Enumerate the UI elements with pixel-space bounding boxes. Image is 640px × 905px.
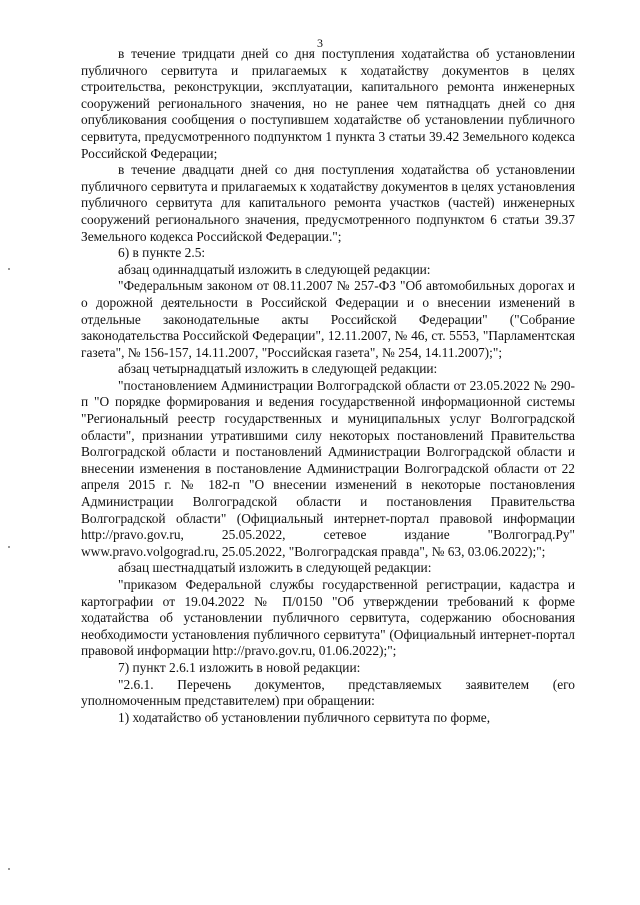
scan-margin-mark (8, 546, 10, 548)
paragraph-deadline-thirty-days: в течение тридцати дней со дня поступления ходатайства об установлении публичного сервитута и прилагаемых к ходатайству документов в целях строительства, реконструкции, эксплуатации, капитального ремонта инженерных сооружений регионального значения, но не ранее чем пятнадцать дней со дня опубликования сообщения о поступившем ходатайстве об установлении публичного сервитута, предусмотренного подпунктом 1 пункта 3 статьи 39.42 Земельного кодекса Российской Федерации; (81, 46, 575, 161)
paragraph-document-list: "2.6.1. Перечень документов, представляемых заявителем (его уполномоченным представителем) при обращении: (81, 676, 575, 709)
paragraph-deadline-twenty-days: в течение двадцати дней со дня поступления ходатайства об установлении публичного сервитута и прилагаемых к ходатайству документов в целях установления публичного сервитута для капитального ремонта участков (частей) инженерных сооружений регионального значения, предусмотренного подпунктом 6 статьи 39.37 Земельного кодекса Российской Федерации."; (81, 162, 575, 244)
paragraph-list-item-1: 1) ходатайство об установлении публичного сервитута по форме, (118, 709, 491, 725)
document-body (81, 46, 575, 726)
paragraph-federal-law-quote: "Федеральным законом от 08.11.2007 № 257-ФЗ "Об автомобильных дорогах и о дорожной деятельности в Российской Федерации и о внесении изменений в отдельные законодательные акты Российской Федерации" ("Собрание законодательства Российской Федерации", 12.11.2007, № 46, ст. 5553, "Парламентская газета", № 156-157, 14.11.2007, "Российская газета", № 254, 14.11.2007);"; (81, 278, 575, 360)
paragraph-resolution-quote: "постановлением Администрации Волгоградской области от 23.05.2022 № 290-п "О порядке формирования и ведения государственной информационной системы "Региональный реестр государственных и муниципальных услуг Волгоградской области", признании утратившими силу некоторых постановлений Правительства Волгоградской области и постановлений Администрации Волгоградской области и внесении изменения в постановление Администрации Волгоградской области от 22 апреля 2015 г. № 182-п "О внесении изменений в некоторые постановления Администрации Волгоградской области и постановления Правительства Волгоградской области" (Официальный интернет-портал правовой информации http://pravo.gov.ru, 25.05.2022, сетевое издание "Волгоград.Ру" www.pravo.volgograd.ru, 25.05.2022, "Волгоградская правда", № 63, 03.06.2022);"; (81, 377, 575, 559)
page-number: 3 (317, 36, 323, 50)
scan-margin-mark (8, 268, 10, 270)
paragraph-order-quote: "приказом Федеральной службы государственной регистрации, кадастра и картографии от 19.04.2022 № П/0150 "Об утверждении требований к форме ходатайства об установлении публичного сервитута, содержанию обоснования необходимости установления публичного сервитута" (Официальный интернет-портал правовой информации http://pravo.gov.ru, 01.06.2022);"; (81, 577, 575, 659)
paragraph-sixteenth-clause-heading: абзац шестнадцатый изложить в следующей редакции: (118, 560, 432, 576)
scan-margin-mark (8, 868, 10, 870)
paragraph-eleventh-clause-heading: абзац одиннадцатый изложить в следующей редакции: (118, 261, 431, 277)
paragraph-item-7: 7) пункт 2.6.1 изложить в новой редакции: (118, 659, 361, 675)
paragraph-fourteenth-clause-heading: абзац четырнадцатый изложить в следующей редакции: (118, 361, 438, 377)
paragraph-item-6: 6) в пункте 2.5: (118, 245, 206, 261)
